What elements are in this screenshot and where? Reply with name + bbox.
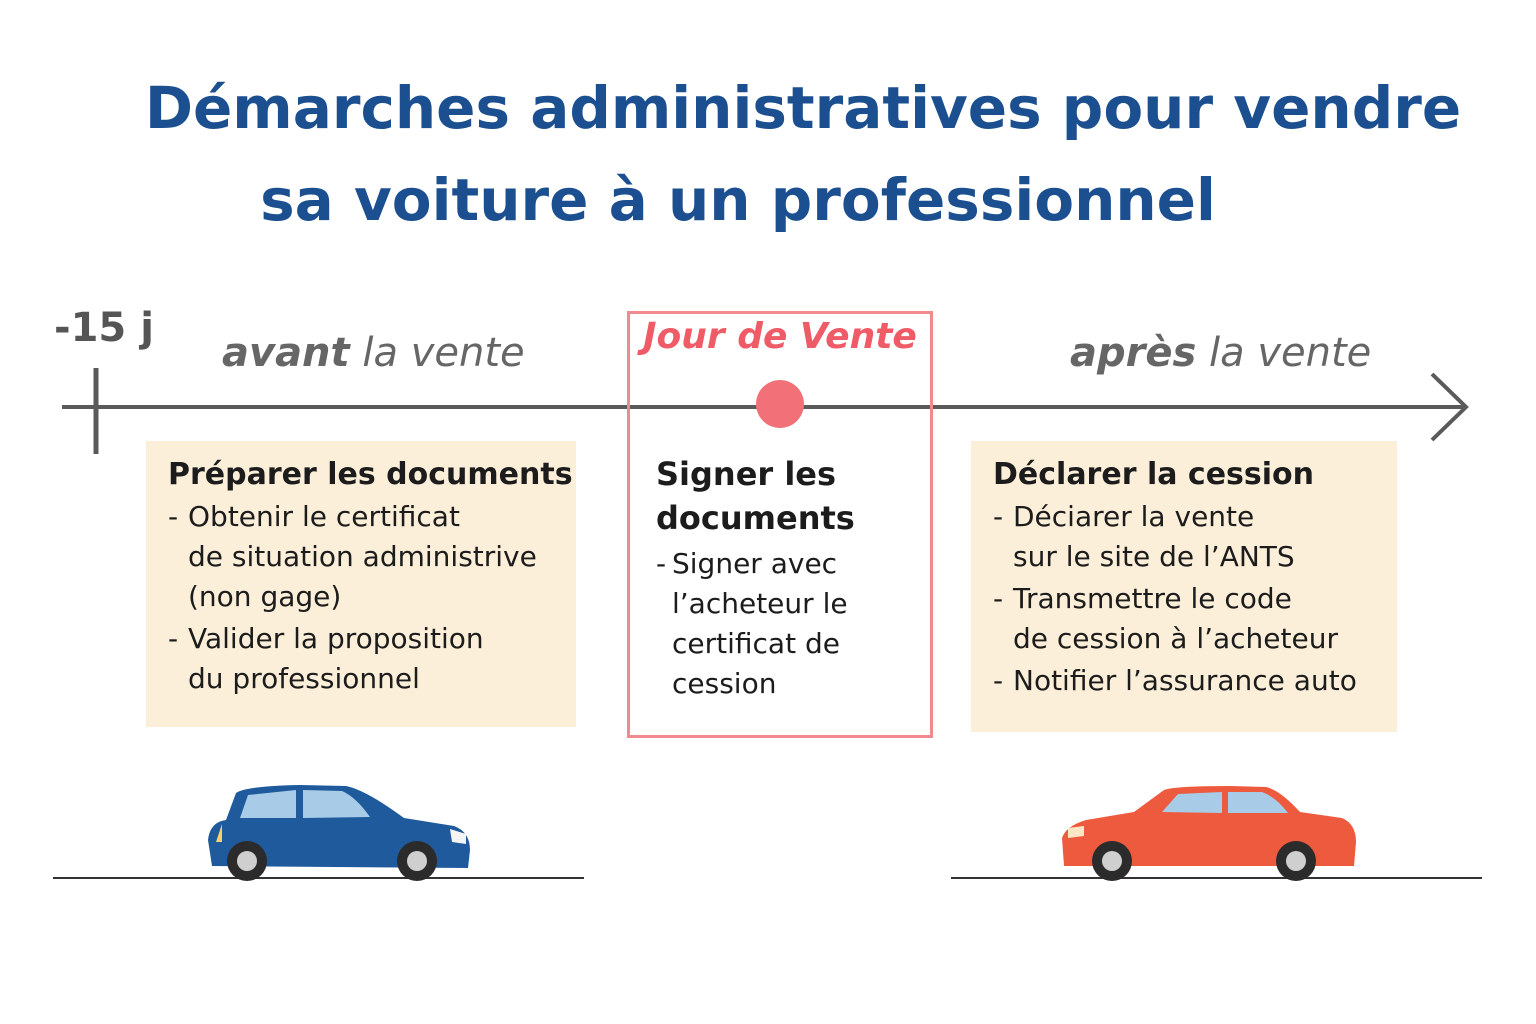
step-sign-box — [656, 452, 926, 704]
step-declare-box — [971, 441, 1397, 732]
step-prepare-box — [146, 441, 576, 727]
start-label: -15 j — [54, 305, 154, 351]
step-prepare-title: Préparer les documents — [168, 457, 573, 492]
list-item: - Obtenir le certificat de situation administrive (non gage) — [168, 500, 537, 613]
list-item: - Valider la proposition du professionnel — [168, 622, 484, 695]
step-declare-title: Déclarer la cession — [993, 457, 1315, 492]
phase-after-bold: après — [1070, 330, 1197, 376]
phase-after-rest: la vente — [1196, 330, 1372, 376]
phase-before-rest: la vente — [349, 330, 525, 376]
phase-before-label — [222, 330, 525, 376]
phase-before-bold: avant — [222, 330, 350, 376]
list-item: - Notifier l’assurance auto — [993, 664, 1357, 697]
list-item: - Transmettre le code de cession à l’acheteur — [993, 582, 1338, 655]
blue-car-icon — [208, 785, 470, 881]
title-line-1: Démarches administratives pour vendre — [144, 74, 1462, 142]
title-line-2: sa voiture à un professionnel — [260, 166, 1216, 234]
list-item: - Signer avec l’acheteur le certificat de cession — [656, 547, 848, 700]
phase-after-label — [1070, 330, 1371, 376]
sale-day-title: Jour de Vente — [643, 316, 917, 357]
list-item: - Déciarer la vente sur le site de l’ANTS — [993, 500, 1295, 573]
step-sign-title: Signer les documents — [656, 455, 855, 537]
red-car-icon — [1062, 786, 1356, 881]
